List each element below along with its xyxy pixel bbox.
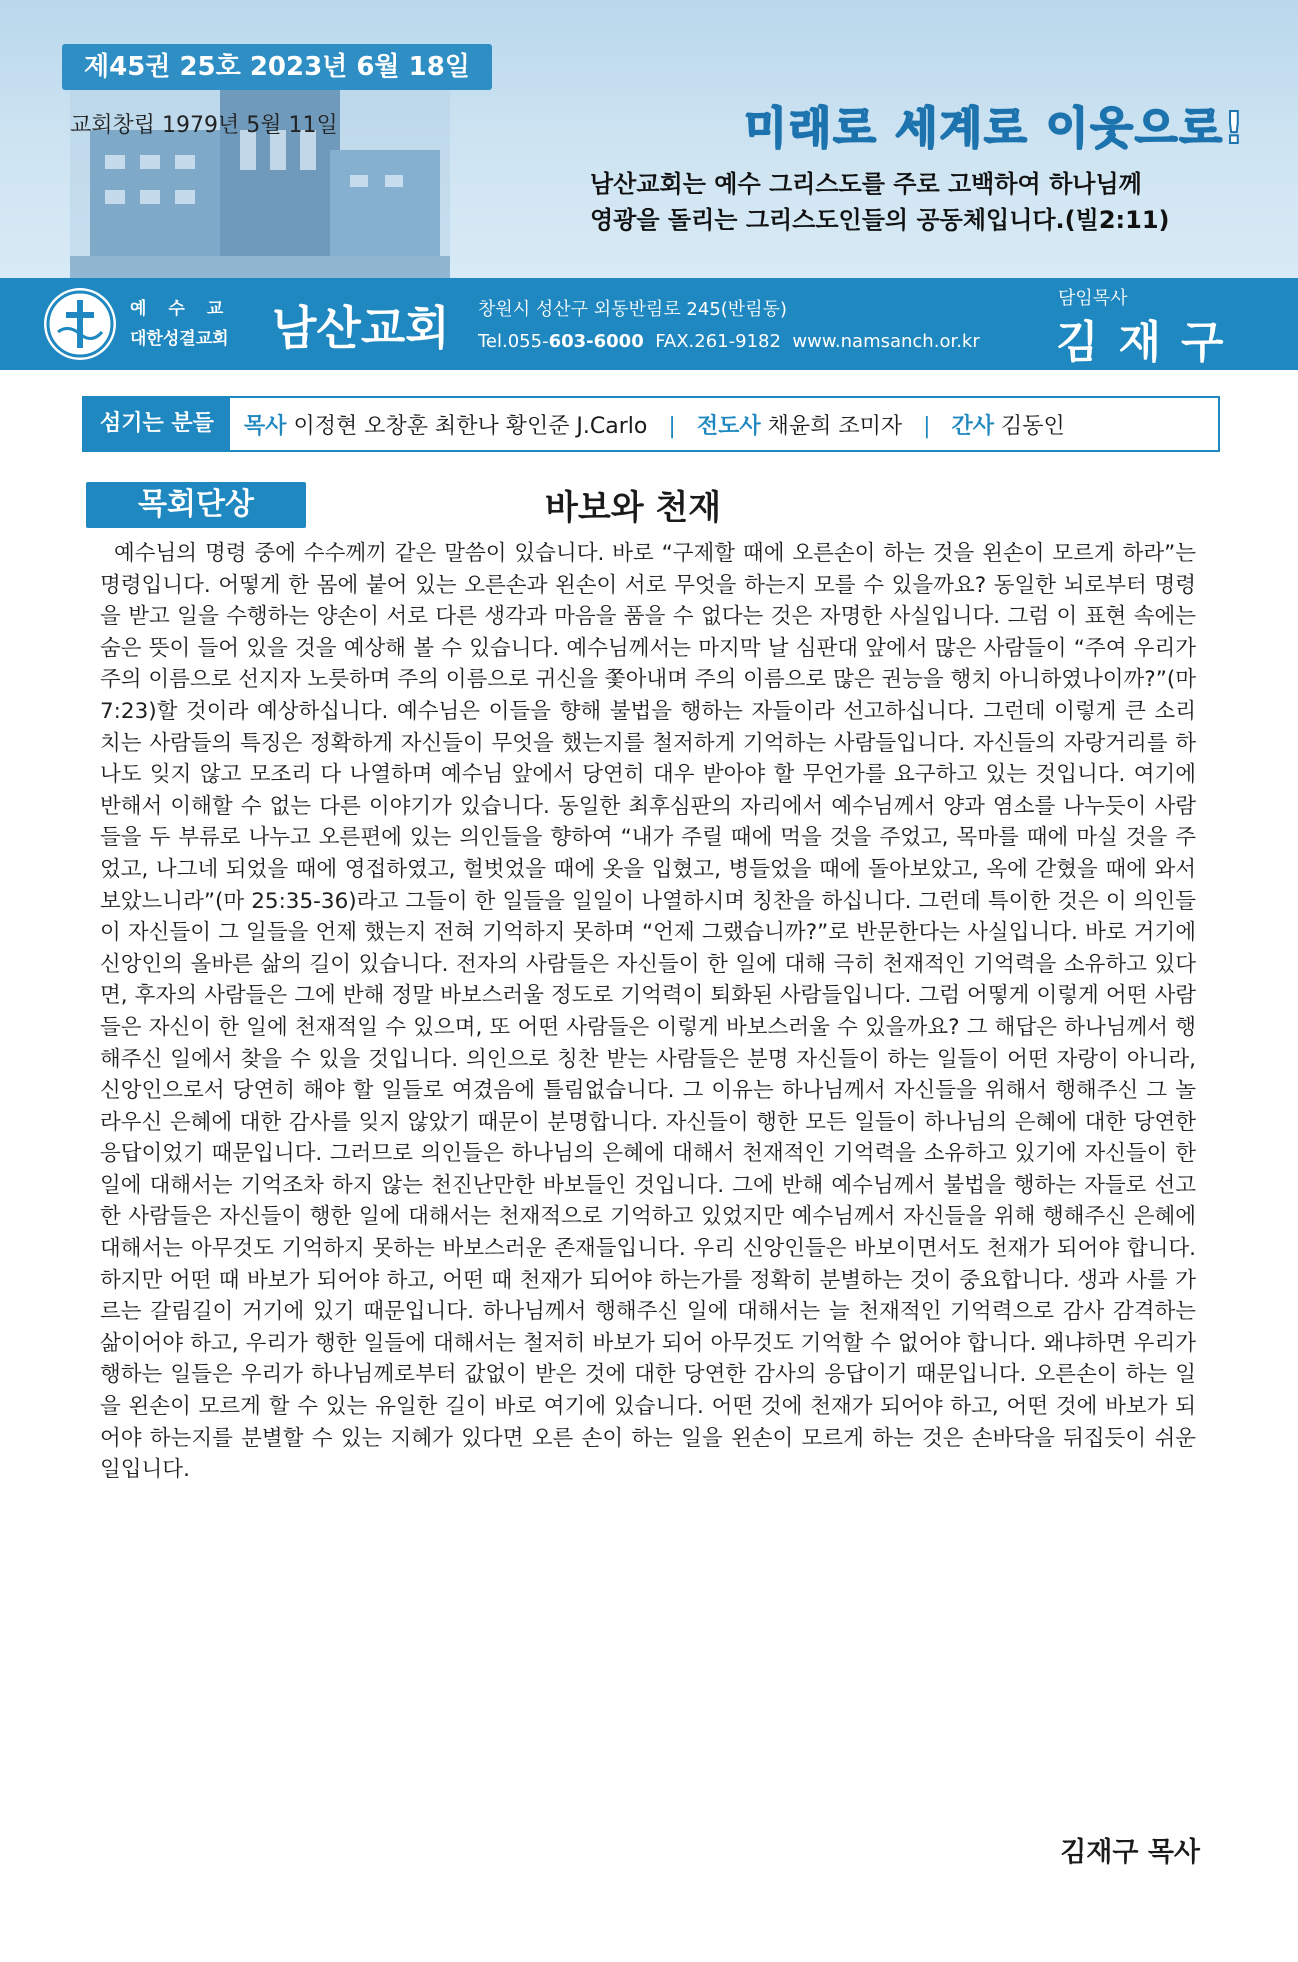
- mission-line-1: 남산교회는 예수 그리스도를 주로 고백하여 하나님께: [590, 170, 1142, 198]
- servants-box: [82, 396, 1220, 452]
- church-building-photo: [70, 60, 450, 278]
- church-logo-icon: [44, 288, 116, 360]
- pastor-name: 김재구: [1056, 317, 1244, 368]
- pastor-role: 목사: [243, 413, 287, 439]
- mission-line-2: 영광을 돌리는 그리스도인들의 공동체입니다.(빌2:11): [590, 206, 1170, 234]
- church-name: 남산교회: [272, 301, 450, 355]
- phone-fax-web: [478, 326, 980, 358]
- evangelist-names: 채윤희 조미자: [767, 413, 903, 439]
- pastor-names: 이정현 오창훈 최한나 황인준 J.Carlo: [293, 413, 648, 439]
- website-link[interactable]: www.namsanch.or.kr: [792, 331, 980, 352]
- column-label: 목회단상: [86, 482, 306, 528]
- issue-date-badge: 제45권 25호 2023년 6월 18일: [62, 44, 492, 90]
- tel-number: 603-6000: [548, 331, 644, 352]
- servants-label: 섬기는 분들: [84, 398, 230, 450]
- masthead: [0, 0, 1298, 278]
- separator: |: [923, 413, 931, 439]
- slogan: 미래로 세계로 이웃으로!: [744, 103, 1246, 154]
- article-author: 김재구 목사: [1060, 1837, 1200, 1868]
- denomination-line-1: 예수교: [130, 299, 246, 319]
- church-info-band: [0, 278, 1298, 370]
- tel-prefix: Tel.055-: [478, 331, 549, 352]
- article-body: 예수님의 명령 중에 수수께끼 같은 말씀이 있습니다. 바로 “구제할 때에 오른손이 하는 것을 왼손이 모르게 하라”는 명령입니다. 어떻게 한 몸에 붙어 있는 오른손과 왼손이 서로 무엇을 하는지 모를 수 있을까요? 동일한 뇌로부터 명령을 받고 일을 수행하는 양손이 서로 다른 생각과 마음을 품을 수 없다는 것은 자명한 사실입니다. 그럼 이 표현 속에는 숨은 뜻이 들어 있을 것을 예상해 볼 수 있습니다. 예수님께서는 마지막 날 심판대 앞에서 많은 사람들이 “주여 우리가 주의 이름으로 선지자 노릇하며 주의 이름으로 귀신을 쫓아내며 주의 이름으로 많은 권능을 행치 아니하였나이까?”(마 7:23)할 것이라 예상하십니다. 예수님은 이들을 향해 불법을 행하는 자들이라 선고하십니다. 그런데 이렇게 큰 소리 치는 사람들의 특징은 정확하게 자신들이 무엇을 했는지를 철저하게 기억하는 사람들입니다. 자신들의 자랑거리를 하나도 잊지 않고 모조리 다 나열하며 예수님 앞에서 당연히 대우 받아야 할 무언가를 요구하고 있는 것입니다. 여기에 반해서 이해할 수 없는 다른 이야기가 있습니다. 동일한 최후심판의 자리에서 예수님께서 양과 염소를 나누듯이 사람들을 두 부류로 나누고 오른편에 있는 의인들을 향하여 “내가 주릴 때에 먹을 것을 주었고, 목마를 때에 마실 것을 주었고, 나그네 되었을 때에 영접하였고, 헐벗었을 때에 옷을 입혔고, 병들었을 때에 돌아보았고, 옥에 갇혔을 때에 와서 보았느니라”(마 25:35-36)라고 그들이 한 일들을 일일이 나열하시며 칭찬을 하십니다. 그런데 특이한 것은 이 의인들이 자신들이 그 일들을 언제 했는지 전혀 기억하지 못하며 “언제 그랬습니까?”로 반문한다는 사실입니다. 바로 거기에 신앙인의 올바른 삶의 길이 있습니다. 전자의 사람들은 자신들이 한 일에 대해 극히 천재적인 기억력을 소유하고 있다면, 후자의 사람들은 그에 반해 정말 바보스러울 정도로 기억력이 퇴화된 사람들입니다. 그럼 어떻게 이렇게 어떤 사람들은 자신이 한 일에 천재적일 수 있으며, 또 어떤 사람들은 이렇게 바보스러울 수 있을까요? 그 해답은 하나님께서 행해주신 일에서 찾을 수 있을 것입니다. 의인으로 칭찬 받는 사람들은 분명 자신들이 하는 일들이 어떤 자랑이 아니라, 신앙인으로서 당연히 해야 할 일들로 여겼음에 틀림없습니다. 그 이유는 하나님께서 자신들을 위해서 행해주신 그 놀라우신 은혜에 대한 감사를 잊지 않았기 때문이 분명합니다. 자신들이 행한 모든 일들이 하나님의 은혜에 대한 당연한 응답이었기 때문입니다. 그러므로 의인들은 하나님의 은혜에 대해서 천재적인 기억력을 소유하고 있기에 자신들이 한 일에 대해서는 기억조차 하지 않는 천진난만한 바보들인 것입니다. 그에 반해 예수님께서 불법을 행하는 자들로 선고한 사람들은 자신들이 행한 일에 대해서는 천재적으로 기억하고 있었지만 예수님께서 자신들을 위해 행해주신 은혜에 대해서는 아무것도 기억하지 못하는 바보스러운 존재들입니다. 우리 신앙인들은 바보이면서도 천재가 되어야 합니다. 하지만 어떤 때 바보가 되어야 하고, 어떤 때 천재가 되어야 하는가를 정확히 분별하는 것이 중요합니다. 생과 사를 가르는 갈림길이 거기에 있기 때문입니다. 하나님께서 행해주신 일에 대해서는 늘 천재적인 기억력으로 감사 감격하는 삶이어야 하고, 우리가 행한 일들에 대해서는 철저히 바보가 되어 아무것도 기억할 수 없어야 합니다. 왜냐하면 우리가 행하는 일들은 우리가 하나님께로부터 값없이 받은 것에 대한 당연한 감사의 응답이기 때문입니다. 오른손이 하는 일을 왼손이 모르게 할 수 있는 유일한 길이 바로 여기에 있습니다. 어떤 것에 천재가 되어야 하고, 어떤 것에 바보가 되어야 하는지를 분별할 수 있는 지혜가 있다면 오른 손이 하는 일을 왼손이 모르게 하는 것은 손바닥을 뒤집듯이 쉬운 일입니다.: [100, 541, 1196, 1483]
- denomination: [130, 294, 245, 354]
- separator: |: [668, 413, 676, 439]
- contact-info: [478, 294, 980, 358]
- servants-list: [230, 409, 1065, 440]
- manager-names: 김동인: [1001, 413, 1065, 439]
- mission-statement: [590, 166, 1250, 238]
- article-title: 바보와 천재: [545, 488, 722, 528]
- founding-date: 교회창립 1979년 5월 11일: [70, 113, 338, 138]
- denomination-line-2: 대한성결교회: [130, 329, 229, 349]
- evangelist-role: 전도사: [696, 413, 761, 439]
- fax: FAX.261-9182: [655, 331, 781, 352]
- manager-role: 간사: [951, 413, 995, 439]
- pastor-title: 담임목사: [1058, 288, 1128, 309]
- address: 창원시 성산구 외동반림로 245(반림동): [478, 299, 787, 320]
